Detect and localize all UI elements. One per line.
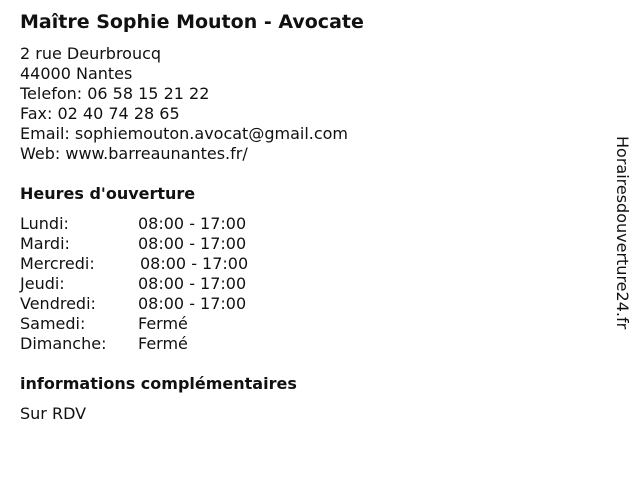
fax-number: Fax: 02 40 74 28 65 [20,104,180,123]
day-label: Lundi: [20,214,69,233]
email-address: Email: sophiemouton.avocat@gmail.com [20,124,349,143]
time-value: Fermé [138,314,188,333]
additional-info-text: Sur RDV [20,404,87,423]
opening-hours-list [20,214,320,354]
city-address: 44000 Nantes [20,64,133,83]
time-value: 08:00 - 17:00 [138,274,247,293]
time-value: 08:00 - 17:00 [138,234,247,253]
day-label: Vendredi: [20,294,96,313]
hours-row-tuesday [20,234,320,254]
watermark-text: Horairesdouverture24.fr [613,136,632,330]
hours-row-monday [20,214,320,234]
day-label: Jeudi: [20,274,65,293]
hours-row-wednesday [20,254,320,274]
phone-number: Telefon: 06 58 15 21 22 [20,84,210,103]
time-value: 08:00 - 17:00 [140,254,249,273]
additional-info-heading: informations complémentaires [20,374,297,393]
time-value: 08:00 - 17:00 [138,214,247,233]
page-title: Maître Sophie Mouton - Avocate [20,11,364,33]
contact-block [20,44,348,164]
hours-row-sunday [20,334,320,354]
day-label: Dimanche: [20,334,107,353]
street-address: 2 rue Deurbroucq [20,44,162,63]
day-label: Mardi: [20,234,70,253]
day-label: Mercredi: [20,254,95,273]
opening-hours-heading: Heures d'ouverture [20,184,196,203]
time-value: Fermé [138,334,188,353]
website: Web: www.barreaunantes.fr/ [20,144,248,163]
day-label: Samedi: [20,314,86,333]
hours-row-thursday [20,274,320,294]
hours-row-saturday [20,314,320,334]
time-value: 08:00 - 17:00 [138,294,247,313]
hours-row-friday [20,294,320,314]
